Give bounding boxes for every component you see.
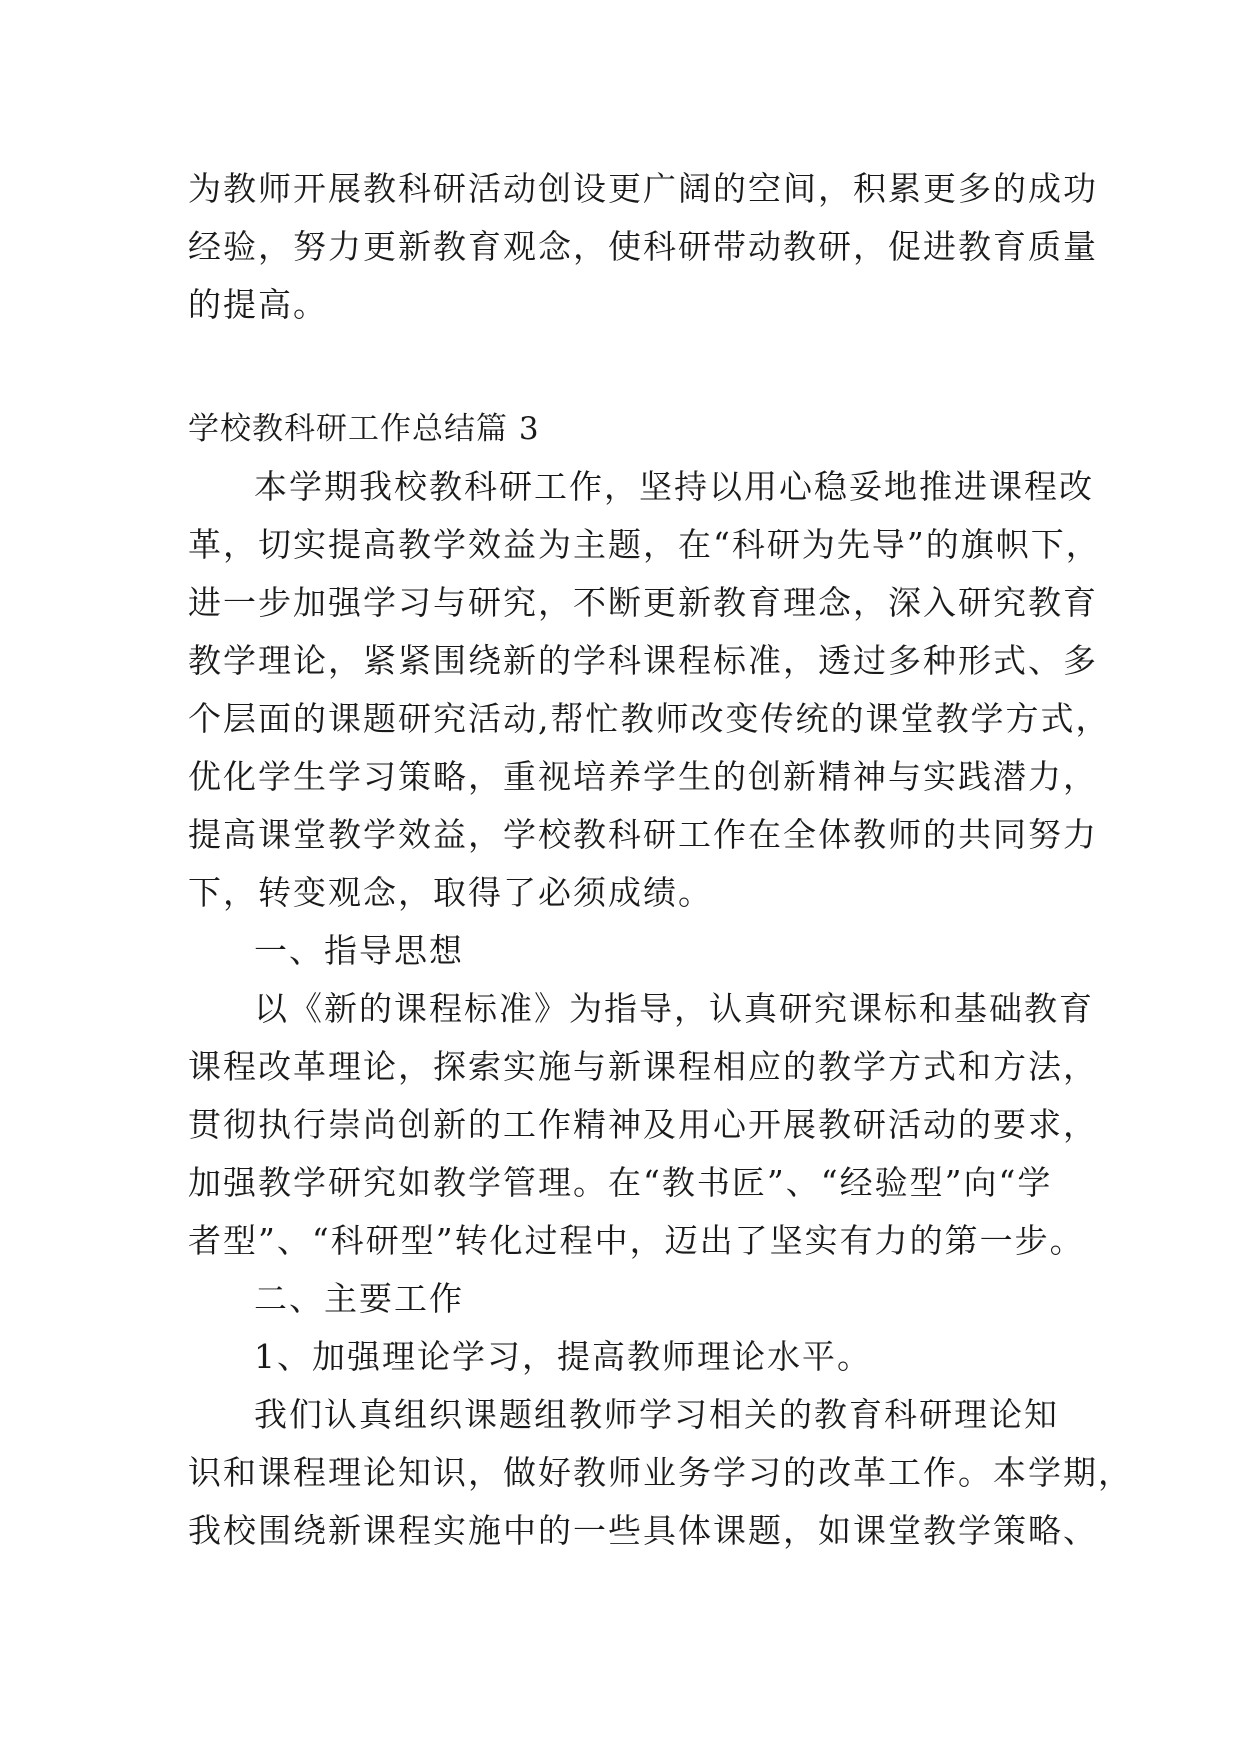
intro-line: 为教师开展教科研活动创设更广阔的空间，积累更多的成功 xyxy=(188,169,1098,208)
paragraph-line: 贯彻执行崇尚创新的工作精神及用心开展教研活动的要求， xyxy=(188,1105,1098,1144)
paragraph-line: 个层面的课题研究活动,帮忙教师改变传统的课堂教学方式， xyxy=(188,699,1111,738)
subheading-main-work: 二、主要工作 xyxy=(254,1279,464,1318)
section-title: 学校教科研工作总结篇 3 xyxy=(188,411,540,447)
paragraph-line: 我们认真组织课题组教师学习相关的教育科研理论知 xyxy=(254,1395,1059,1434)
intro-line: 的提高。 xyxy=(188,285,328,324)
paragraph-line: 教学理论，紧紧围绕新的学科课程标准，透过多种形式、多 xyxy=(188,641,1098,680)
paragraph-line: 下，转变观念，取得了必须成绩。 xyxy=(188,873,713,912)
paragraph-line: 优化学生学习策略，重视培养学生的创新精神与实践潜力， xyxy=(188,757,1098,796)
document-body xyxy=(188,160,1133,1560)
paragraph-line: 革，切实提高教学效益为主题，在“科研为先导”的旗帜下， xyxy=(188,525,1101,564)
paragraph-line: 课程改革理论，探索实施与新课程相应的教学方式和方法， xyxy=(188,1047,1098,1086)
paragraph-line: 者型”、“科研型”转化过程中，迈出了坚实有力的第一步。 xyxy=(188,1221,1085,1260)
paragraph-line: 提高课堂教学效益，学校教科研工作在全体教师的共同努力 xyxy=(188,815,1098,854)
subheading-guiding-ideology: 一、指导思想 xyxy=(254,931,464,970)
intro-line: 经验，努力更新教育观念，使科研带动教研，促进教育质量 xyxy=(188,227,1098,266)
paragraph-line: 本学期我校教科研工作，坚持以用心稳妥地推进课程改 xyxy=(254,467,1094,506)
paragraph-line: 进一步加强学习与研究，不断更新教育理念，深入研究教育 xyxy=(188,583,1098,622)
paragraph-line: 我校围绕新课程实施中的一些具体课题，如课堂教学策略、 xyxy=(188,1511,1098,1550)
paragraph-line: 识和课程理论知识，做好教师业务学习的改革工作。本学期， xyxy=(188,1453,1133,1492)
numbered-item: 1、加强理论学习，提高教师理论水平。 xyxy=(254,1337,872,1376)
paragraph-line: 加强教学研究如教学管理。在“教书匠”、“经验型”向“学 xyxy=(188,1163,1053,1202)
paragraph-line: 以《新的课程标准》为指导，认真研究课标和基础教育 xyxy=(254,989,1094,1028)
section-gap xyxy=(188,334,1068,400)
